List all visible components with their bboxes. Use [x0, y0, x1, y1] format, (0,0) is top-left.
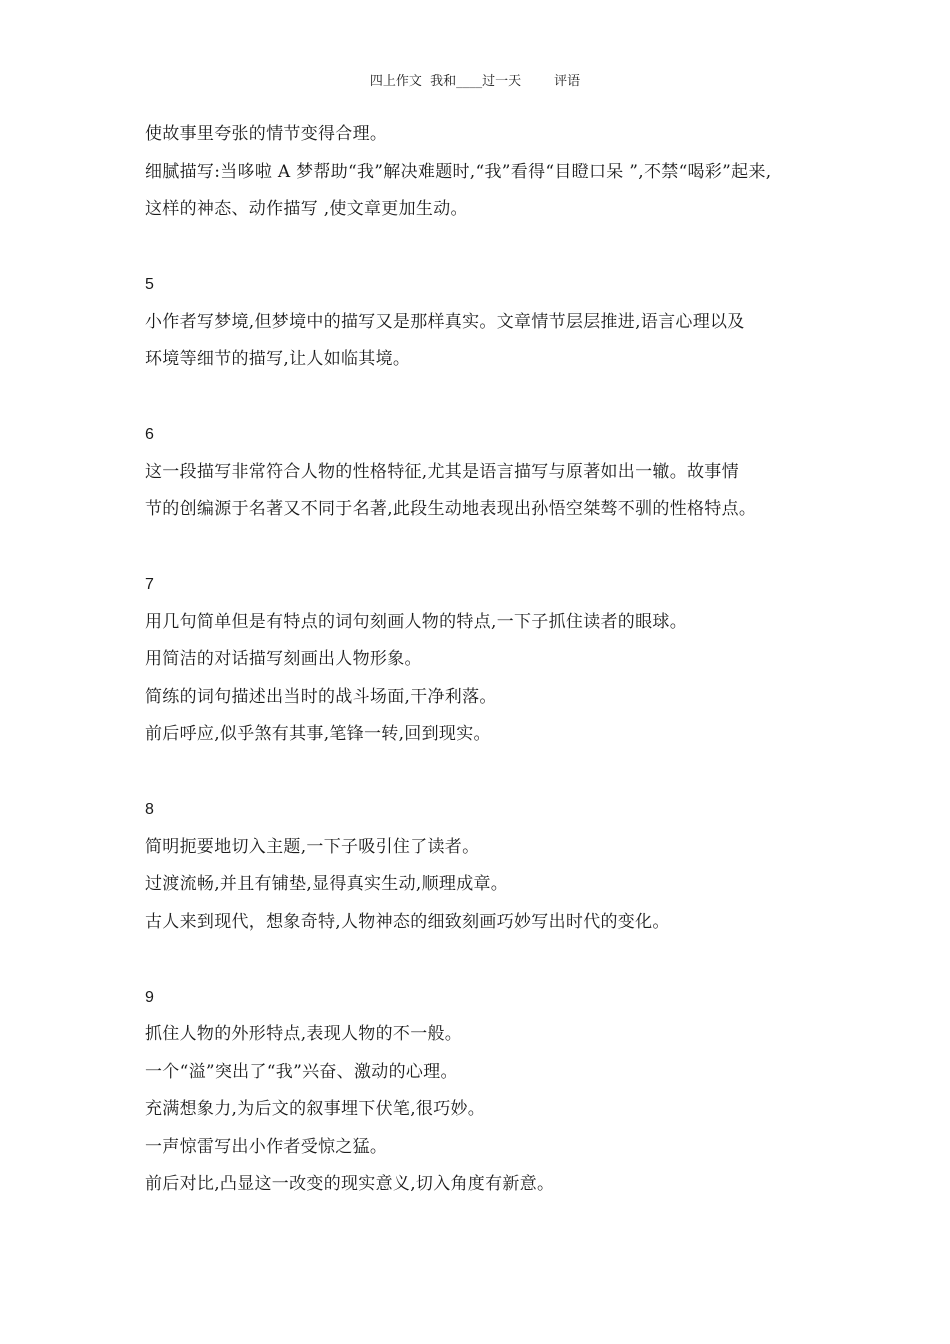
comment-line: 充满想象力,为后文的叙事埋下伏笔,很巧妙。: [145, 1099, 486, 1119]
document-body: [145, 116, 835, 1204]
comment-line: 简明扼要地切入主题,一下子吸引住了读者。: [145, 836, 480, 857]
comment-section-6: [145, 416, 835, 529]
comment-line: 用几句简单但是有特点的词句刻画人物的特点,一下子抓住读者的眼球。: [145, 611, 688, 632]
section-number: 8: [145, 801, 154, 818]
comment-line: 前后对比,凸显这一改变的现实意义,切入角度有新意。: [145, 1174, 555, 1194]
intro-line: 使故事里夸张的情节变得合理。: [145, 124, 388, 144]
section-number: 7: [145, 576, 154, 593]
intro-block: [145, 116, 835, 229]
page-header: 四上作文 我和____过一天 评语: [369, 74, 581, 89]
intro-line: 这样的神态、动作描写 ,使文章更加生动。: [145, 199, 468, 219]
section-number: 9: [145, 988, 154, 1006]
comment-line: 一声惊雷写出小作者受惊之猛。: [145, 1136, 388, 1157]
comment-line: 节的创编源于名著又不同于名著,此段生动地表现出孙悟空桀骜不驯的性格特点。: [145, 499, 757, 519]
comment-line: 前后呼应,似乎煞有其事,笔锋一转,回到现实。: [145, 724, 491, 744]
comment-section-5: [145, 266, 835, 379]
comment-line: 小作者写梦境,但梦境中的描写又是那样真实。文章情节层层推进,语言心理以及: [145, 311, 745, 332]
comment-line: 一个“溢”突出了“我”兴奋、激动的心理。: [145, 1061, 458, 1082]
intro-line: 细腻描写:当哆啦 A 梦帮助“我”解决难题时,“我”看得“目瞪口呆 ”,不禁“喝彩”起来,: [145, 161, 772, 182]
comment-line: 古人来到现代，想象奇特,人物神态的细致刻画巧妙写出时代的变化。: [145, 911, 670, 932]
comment-section-9: [145, 979, 835, 1204]
section-number: 5: [145, 276, 154, 293]
comment-line: 用简洁的对话描写刻画出人物形象。: [145, 649, 422, 669]
comment-line: 这一段描写非常符合人物的性格特征,尤其是语言描写与原著如出一辙。故事情: [145, 461, 739, 482]
comment-line: 简练的词句描述出当时的战斗场面,干净利落。: [145, 686, 497, 707]
comment-line: 环境等细节的描写,让人如临其境。: [145, 349, 411, 369]
section-number: 6: [145, 426, 154, 443]
comment-section-8: [145, 791, 835, 941]
comment-line: 过渡流畅,并且有铺垫,显得真实生动,顺理成章。: [145, 874, 509, 894]
comment-line: 抓住人物的外形特点,表现人物的不一般。: [145, 1024, 463, 1044]
comment-section-7: [145, 566, 835, 754]
